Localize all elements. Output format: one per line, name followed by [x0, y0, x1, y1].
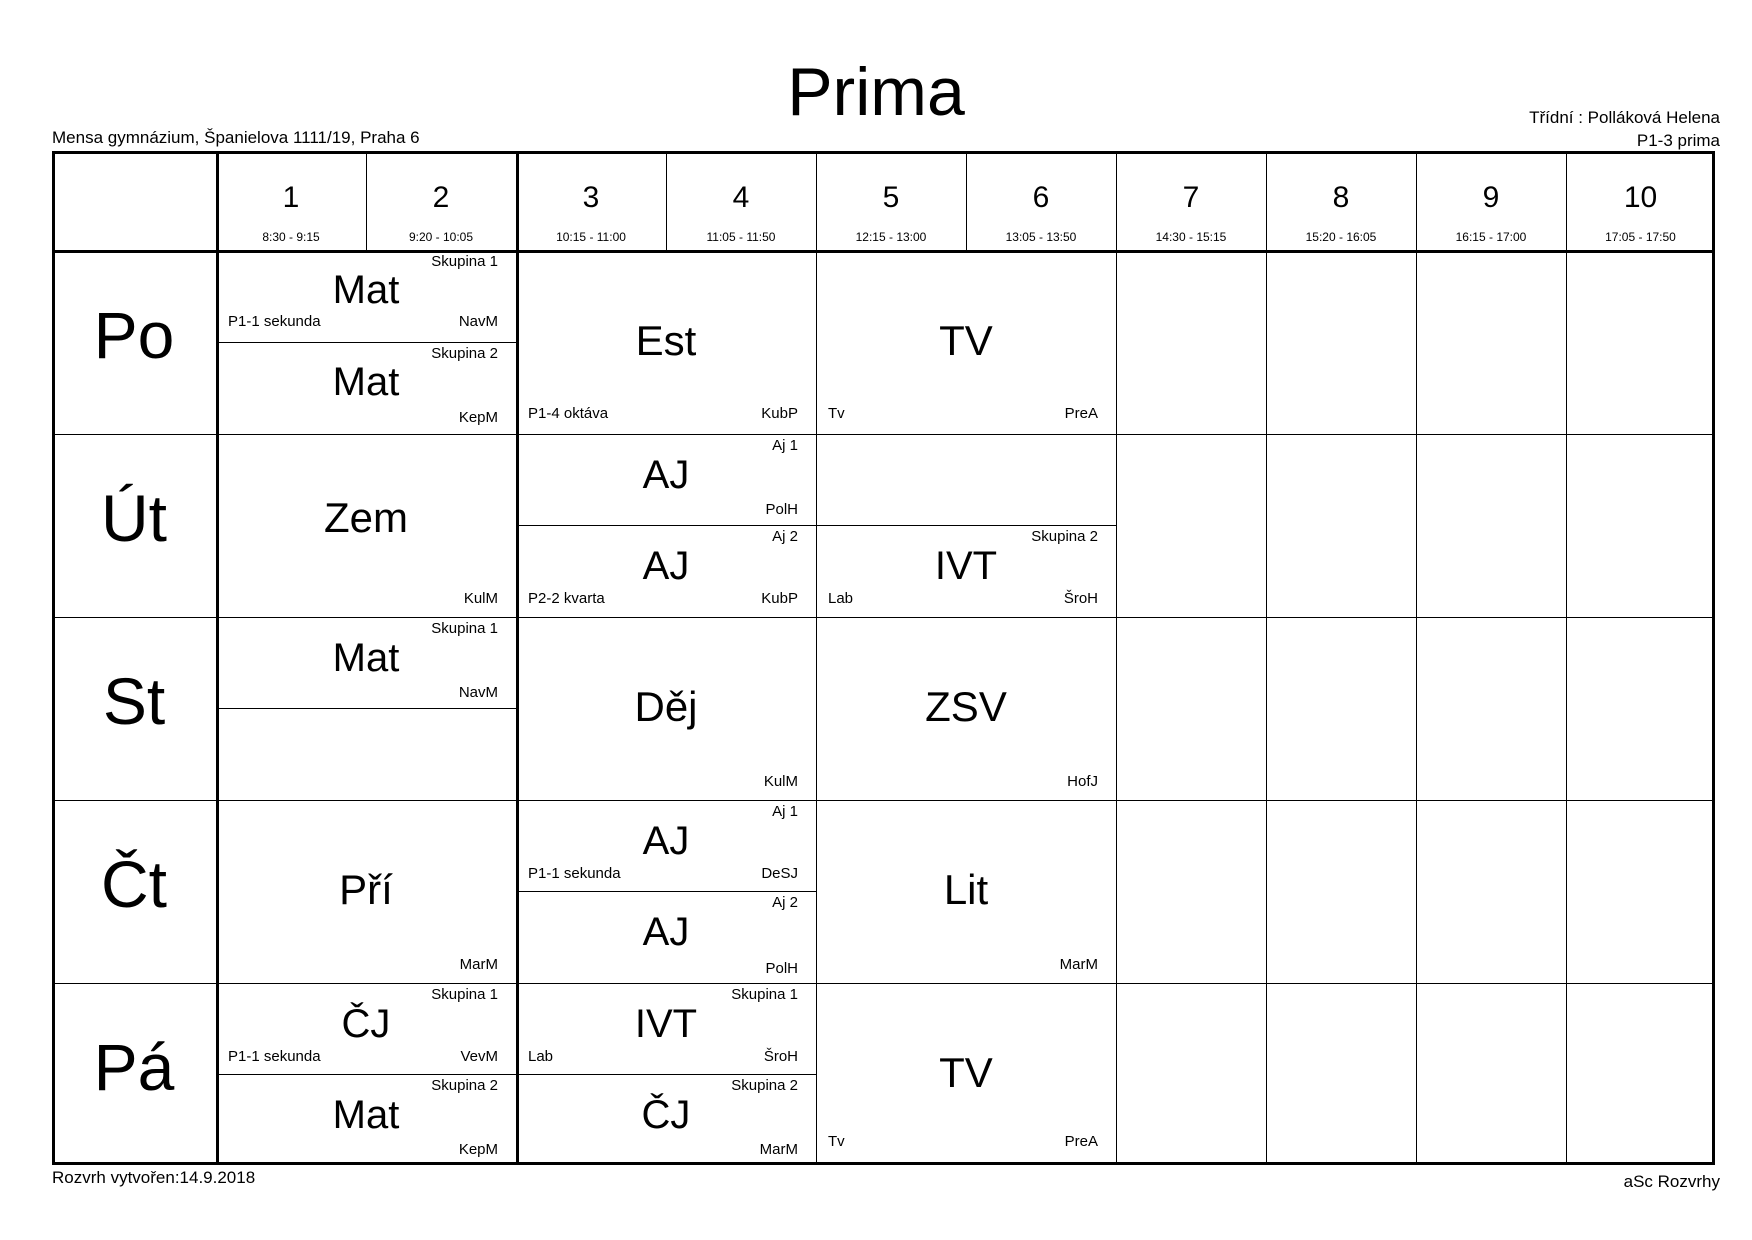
lesson-group: Aj 2 [772, 894, 798, 911]
period-time: 10:15 - 11:00 [556, 230, 626, 244]
lesson-room: Lab [528, 1048, 554, 1065]
lesson-subject: IVT [934, 544, 998, 588]
lesson-teacher: KulM [763, 773, 798, 790]
period-header [1566, 151, 1715, 250]
lesson-subject: ZSV [925, 683, 1007, 730]
period-time: 8:30 - 9:15 [262, 230, 320, 244]
lesson-cell[interactable] [516, 983, 816, 1074]
period-time: 13:05 - 13:50 [1005, 230, 1077, 244]
lesson-subject: Pří [339, 866, 393, 913]
lesson-teacher: PreA [1064, 405, 1098, 422]
lesson-cell[interactable] [516, 434, 816, 525]
grid-line [1566, 151, 1567, 1165]
lesson-cell[interactable] [216, 1074, 516, 1165]
period-header [666, 151, 816, 250]
timetable-grid [52, 151, 1715, 1165]
lesson-subject: AJ [642, 453, 690, 497]
lesson-teacher: KubP [761, 405, 798, 422]
lesson-teacher: PolH [765, 960, 798, 977]
lesson-teacher: KepM [458, 1141, 498, 1158]
period-header [216, 151, 366, 250]
lesson-room: Tv [828, 1133, 845, 1150]
lesson-group: Aj 1 [772, 437, 798, 454]
lesson-teacher: KepM [458, 409, 498, 426]
period-number: 10 [1623, 181, 1658, 214]
lesson-cell[interactable] [516, 525, 816, 617]
period-time: 11:05 - 11:50 [706, 230, 776, 244]
lesson-cell[interactable] [516, 617, 816, 800]
period-time: 12:15 - 13:00 [855, 230, 927, 244]
class-teacher: Třídní : Polláková Helena [1529, 108, 1720, 127]
lesson-subject: Zem [324, 494, 408, 541]
period-number: 1 [282, 181, 300, 214]
lesson-group: Skupina 2 [731, 1077, 798, 1094]
lesson-cell[interactable] [516, 250, 816, 434]
lesson-teacher: VevM [460, 1048, 498, 1065]
period-time: 15:20 - 16:05 [1305, 230, 1377, 244]
period-time: 14:30 - 15:15 [1155, 230, 1227, 244]
lesson-group: Skupina 2 [1031, 528, 1098, 545]
period-header [1266, 151, 1416, 250]
period-number: 4 [732, 181, 750, 214]
lesson-group: Skupina 1 [431, 986, 498, 1003]
period-number: 5 [882, 181, 900, 214]
lesson-teacher: PreA [1064, 1133, 1098, 1150]
lesson-subject: Mat [332, 636, 400, 680]
lesson-teacher: MarM [759, 1141, 798, 1158]
lesson-cell[interactable] [216, 434, 516, 617]
lesson-cell[interactable] [816, 250, 1116, 434]
period-number: 9 [1482, 181, 1500, 214]
created-date: Rozvrh vytvořen:14.9.2018 [52, 1168, 256, 1187]
lesson-subject: Mat [332, 268, 400, 312]
lesson-room: P1-1 sekunda [228, 1048, 321, 1065]
lesson-cell[interactable] [216, 983, 516, 1074]
lesson-cell[interactable] [816, 617, 1116, 800]
lesson-cell[interactable] [516, 800, 816, 891]
day-label-st: St [102, 664, 166, 738]
lesson-teacher: HofJ [1067, 773, 1098, 790]
period-header [1116, 151, 1266, 250]
day-label-ct: Čt [101, 847, 167, 921]
lesson-cell[interactable] [516, 1074, 816, 1165]
lesson-teacher: ŠroH [1063, 590, 1098, 607]
lesson-subject: Lit [943, 866, 989, 913]
period-header [516, 151, 666, 250]
lesson-cell[interactable] [516, 891, 816, 983]
period-number: 2 [432, 181, 450, 214]
lesson-subject: AJ [642, 910, 690, 954]
period-number: 8 [1332, 181, 1350, 214]
lesson-subject: ČJ [641, 1093, 691, 1137]
lesson-teacher: MarM [1059, 956, 1098, 973]
day-label-po: Po [93, 298, 175, 372]
period-number: 3 [582, 181, 600, 214]
lesson-teacher: KubP [761, 590, 798, 607]
grid-line [1116, 151, 1117, 1165]
lesson-subject: IVT [634, 1002, 698, 1046]
lesson-room: P1-4 oktáva [528, 405, 609, 422]
lesson-group: Skupina 1 [431, 253, 498, 270]
lesson-teacher: NavM [458, 684, 498, 701]
lesson-cell[interactable] [816, 983, 1116, 1165]
day-label-pa: Pá [93, 1030, 175, 1104]
lesson-subject: ČJ [341, 1002, 391, 1046]
school-name: Mensa gymnázium, Španielova 1111/19, Praha 6 [52, 128, 420, 147]
lesson-group: Skupina 2 [431, 1077, 498, 1094]
period-time: 17:05 - 17:50 [1605, 230, 1676, 244]
lesson-group: Skupina 2 [431, 345, 498, 362]
lesson-group: Skupina 1 [731, 986, 798, 1003]
lesson-group: Aj 2 [772, 528, 798, 545]
lesson-teacher: DeSJ [761, 865, 798, 882]
lesson-room: P2-2 kvarta [528, 590, 605, 607]
period-number: 7 [1182, 181, 1200, 214]
lesson-cell[interactable] [216, 800, 516, 983]
period-header [1416, 151, 1566, 250]
period-time: 9:20 - 10:05 [408, 230, 474, 244]
lesson-teacher: KulM [463, 590, 498, 607]
lesson-cell[interactable] [216, 342, 516, 434]
lesson-subject: AJ [642, 819, 690, 863]
period-header [816, 151, 966, 250]
lesson-cell[interactable] [216, 250, 516, 342]
lesson-teacher: ŠroH [763, 1048, 798, 1065]
lesson-cell[interactable] [216, 617, 516, 708]
lesson-group: Aj 1 [772, 803, 798, 820]
lesson-teacher: NavM [458, 313, 498, 330]
lesson-cell[interactable] [816, 525, 1116, 617]
lesson-subject: AJ [642, 544, 690, 588]
period-header [366, 151, 516, 250]
lesson-cell[interactable] [816, 800, 1116, 983]
lesson-room: Tv [828, 405, 845, 422]
lesson-room: P1-1 sekunda [228, 313, 321, 330]
lesson-teacher: MarM [459, 956, 498, 973]
period-header [966, 151, 1116, 250]
lesson-subject: Děj [634, 683, 698, 730]
grid-line [1266, 151, 1267, 1165]
grid-line [1416, 151, 1417, 1165]
period-time: 16:15 - 17:00 [1455, 230, 1527, 244]
grid-line [216, 708, 516, 709]
class-name: P1-3 prima [1636, 131, 1720, 150]
software-name: aSc Rozvrhy [1623, 1172, 1720, 1191]
lesson-subject: TV [939, 317, 993, 364]
lesson-subject: Est [635, 317, 697, 364]
lesson-room: P1-1 sekunda [528, 865, 621, 882]
lesson-subject: Mat [332, 1093, 400, 1137]
lesson-subject: Mat [332, 360, 400, 404]
lesson-subject: TV [939, 1049, 993, 1096]
page-title: Prima [787, 54, 965, 130]
day-label-ut: Út [101, 481, 167, 555]
period-number: 6 [1032, 181, 1050, 214]
lesson-teacher: PolH [765, 501, 798, 518]
lesson-room: Lab [828, 590, 854, 607]
lesson-group: Skupina 1 [431, 620, 498, 637]
